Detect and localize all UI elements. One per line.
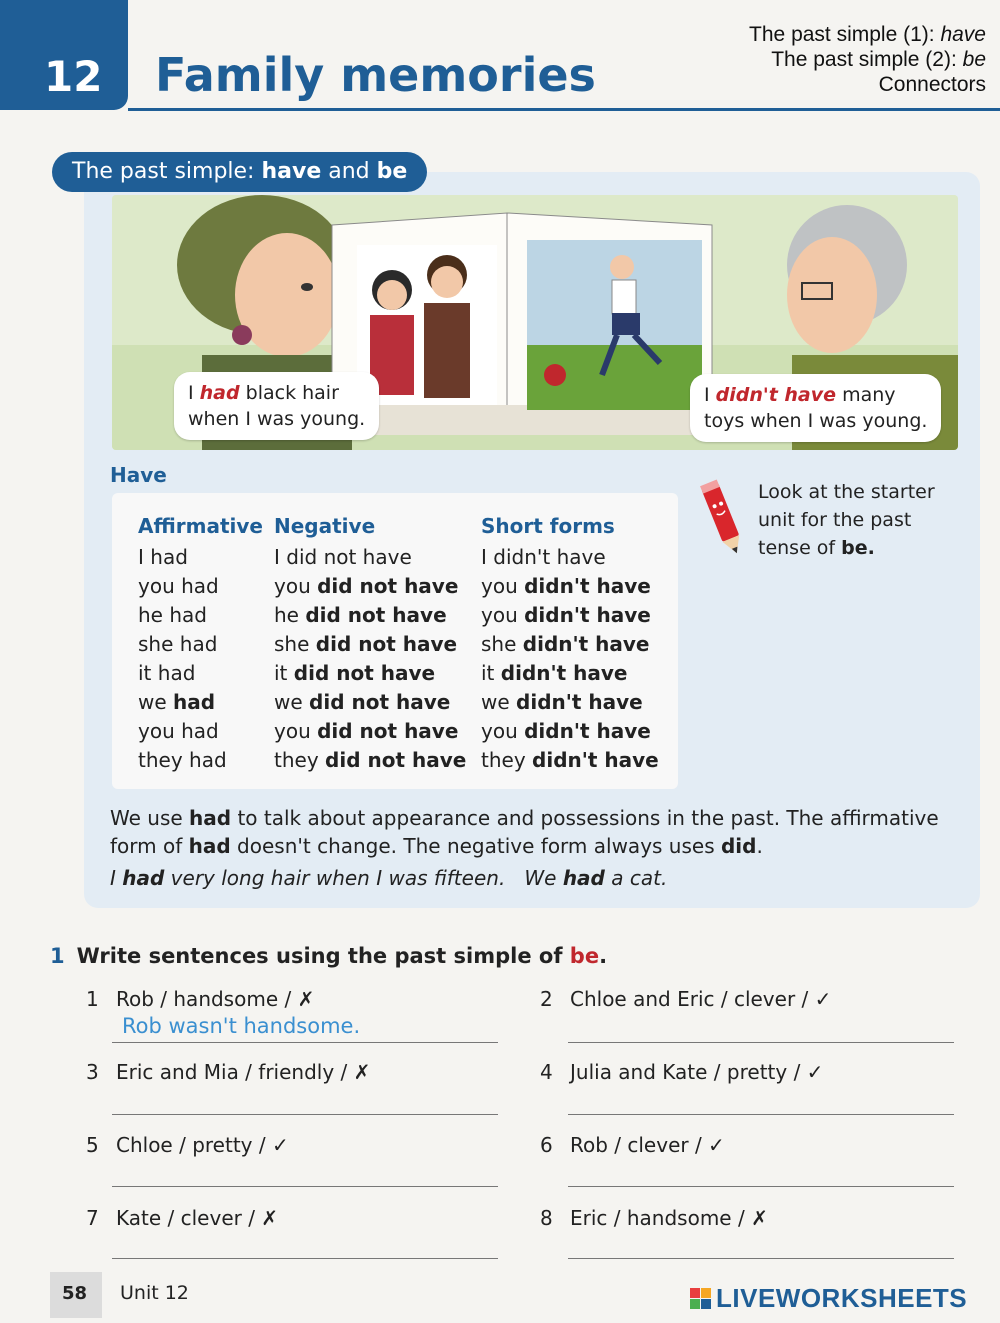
- negative-row: I did not have: [274, 545, 412, 569]
- answer-line-5[interactable]: [112, 1186, 498, 1187]
- answer-line-7[interactable]: [112, 1258, 498, 1259]
- affirmative-row: we had: [138, 690, 216, 714]
- speech-bubble-right: I didn't have many toys when I was young.: [690, 374, 941, 442]
- negative-row: you did not have: [274, 574, 459, 598]
- negative-column: [274, 512, 466, 775]
- column-header-affirmative: Affirmative: [138, 514, 263, 538]
- short-form-row: they didn't have: [481, 748, 659, 772]
- short-forms-column: [481, 512, 659, 775]
- footer-unit-label: Unit 12: [120, 1282, 189, 1304]
- short-form-row: you didn't have: [481, 574, 651, 598]
- negative-row: it did not have: [274, 661, 436, 685]
- short-form-row: she didn't have: [481, 632, 650, 656]
- speech-bubble-left: I had black hair when I was young.: [174, 372, 379, 440]
- answer-line-6[interactable]: [568, 1186, 954, 1187]
- exercise-item-3: 3 Eric and Mia / friendly / ✗: [86, 1060, 371, 1084]
- negative-row: they did not have: [274, 748, 467, 772]
- header-rule: [128, 108, 1000, 111]
- topic-1: The past simple (1): have: [749, 23, 986, 46]
- exercise-item-8: 8 Eric / handsome / ✗: [540, 1206, 768, 1230]
- affirmative-column: [138, 512, 263, 775]
- starter-unit-note: Look at the starter unit for the past tense of be.: [758, 481, 935, 559]
- negative-row: you did not have: [274, 719, 459, 743]
- have-heading: Have: [110, 463, 167, 487]
- short-form-row: I didn't have: [481, 545, 606, 569]
- answer-line-2[interactable]: [568, 1042, 954, 1043]
- affirmative-row: you had: [138, 719, 219, 743]
- exercise-item-4: 4 Julia and Kate / pretty / ✓: [540, 1060, 824, 1084]
- topics-list: [749, 22, 986, 97]
- exercise-item-6: 6 Rob / clever / ✓: [540, 1133, 725, 1157]
- answer-line-1: [112, 1042, 498, 1043]
- negative-row: he did not have: [274, 603, 447, 627]
- page-number: 58: [62, 1283, 88, 1304]
- page-title: Family memories: [155, 48, 596, 102]
- unit-number: 12: [44, 52, 103, 101]
- liveworksheets-logo-icon: [690, 1288, 712, 1314]
- affirmative-row: I had: [138, 545, 188, 569]
- exercise-item-5: 5 Chloe / pretty / ✓: [86, 1133, 289, 1157]
- section-banner: The past simple: have and be: [52, 152, 427, 192]
- answer-line-3[interactable]: [112, 1114, 498, 1115]
- affirmative-row: she had: [138, 632, 218, 656]
- grammar-explanation: We use had to talk about appearance and possessions in the past. The affirmative form of had doesn't change. The negative form always uses did.: [110, 806, 939, 858]
- short-form-row: you didn't have: [481, 603, 651, 627]
- answer-line-4[interactable]: [568, 1114, 954, 1115]
- affirmative-row: it had: [138, 661, 196, 685]
- short-form-row: we didn't have: [481, 690, 643, 714]
- affirmative-row: you had: [138, 574, 219, 598]
- exercise-item-1: 1 Rob / handsome / ✗: [86, 987, 315, 1011]
- column-header-short-forms: Short forms: [481, 514, 615, 538]
- affirmative-row: he had: [138, 603, 207, 627]
- topic-2: The past simple (2): be: [771, 48, 986, 71]
- liveworksheets-brand[interactable]: LIVEWORKSHEETS: [716, 1283, 968, 1313]
- answer-field-1[interactable]: Rob wasn't handsome.: [122, 1014, 361, 1038]
- exercise-title: 1 Write sentences using the past simple of be.: [50, 944, 608, 968]
- exercise-item-7: 7 Kate / clever / ✗: [86, 1206, 279, 1230]
- negative-row: we did not have: [274, 690, 451, 714]
- negative-row: she did not have: [274, 632, 458, 656]
- answer-line-8[interactable]: [568, 1258, 954, 1259]
- short-form-row: it didn't have: [481, 661, 628, 685]
- grammar-examples: I had very long hair when I was fifteen. We had a cat.: [110, 866, 668, 890]
- exercise-item-2: 2 Chloe and Eric / clever / ✓: [540, 987, 832, 1011]
- pencil-icon: [700, 478, 746, 564]
- column-header-negative: Negative: [274, 514, 376, 538]
- affirmative-row: they had: [138, 748, 227, 772]
- topic-3: Connectors: [878, 73, 986, 96]
- short-form-row: you didn't have: [481, 719, 651, 743]
